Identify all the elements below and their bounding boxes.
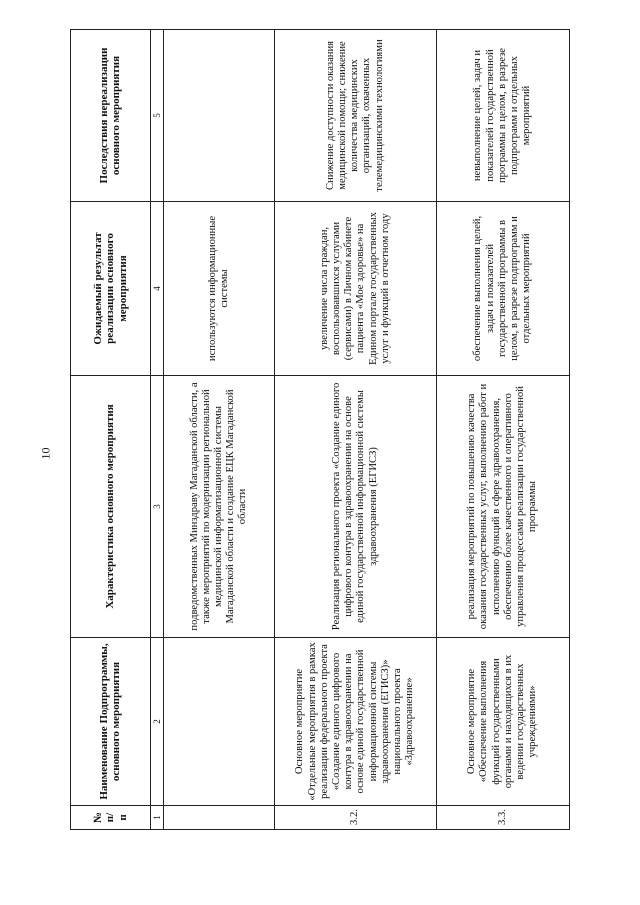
table-row xyxy=(164,30,275,830)
row-name: Основное мероприятие «Отдельные мероприятия в рамках реализации федерального проекта «Создание единого цифрового контура в здравоохранении на основе единой государственной информационной системы здравоохранения (ЕГИСЗ)» национального проекта «Здравоохранение» xyxy=(274,638,436,806)
column-number-row xyxy=(150,30,163,830)
row-characteristic: Реализация регионального проекта «Создание единого цифрового контура в здравоохранении на основе единой государственной информационной системы здравоохранения (ЕГИСЗ) xyxy=(274,376,436,638)
row-result: обеспечение выполнения целей, задач и показателей государственной программы в целом, в разрезе подпрограмм и отдельных мероприятий xyxy=(436,202,569,376)
row-number: 3.2. xyxy=(274,806,436,830)
header-name: Наименование Подпрограммы, основного мероприятия xyxy=(71,638,151,806)
rotated-table-container xyxy=(70,30,570,830)
row-name: Основное мероприятие «Обеспечение выполнения функций государственными органами и находящихся в их ведении государственных учреждениями» xyxy=(436,638,569,806)
row-characteristic: реализация мероприятий по повышению качества оказания государственных услуг, выполнению работ и исполнению функций в сфере здравоохранения, обеспечению более качественного и оперативного управления процессами реализации государственной программы xyxy=(436,376,569,638)
row-result: увеличение числа граждан, воспользовавшихся услугами (сервисами) в Личном кабинете пациента «Мое здоровье» на Едином портале государственных услуг и функций в отчетном году xyxy=(274,202,436,376)
row-number: 3.3. xyxy=(436,806,569,830)
header-consequence: Последствия нереализации основного мероприятия xyxy=(71,30,151,202)
table-row xyxy=(436,30,569,830)
column-number: 2 xyxy=(150,638,163,806)
table-row xyxy=(274,30,436,830)
row-consequence: невыполнение целей, задач и показателей государственной программы в целом, в разрезе подпрограмм и отдельных мероприятий xyxy=(436,30,569,202)
row-result: используются информационные системы xyxy=(164,202,275,376)
page-number: 10 xyxy=(38,447,53,460)
column-number: 5 xyxy=(150,30,163,202)
column-number: 1 xyxy=(150,806,163,830)
header-number: № п/п xyxy=(71,806,151,830)
row-characteristic: подведомственных Минздраву Магаданской области, а также мероприятий по модернизации региональной медицинской информатизационной системы Магаданской области и создание ЕЦК Магаданской области xyxy=(164,376,275,638)
measures-table xyxy=(70,29,570,830)
column-number: 4 xyxy=(150,202,163,376)
column-number: 3 xyxy=(150,376,163,638)
row-consequence xyxy=(164,30,275,202)
row-number xyxy=(164,806,275,830)
table-header-row xyxy=(71,30,151,830)
row-name xyxy=(164,638,275,806)
row-consequence: Снижение доступности оказания медицинской помощи; снижение количества медицинских организаций, охваченных телемедицинскими технологиями xyxy=(274,30,436,202)
header-result: Ожидаемый результат реализации основного мероприятия xyxy=(71,202,151,376)
header-characteristic: Характеристика основного мероприятия xyxy=(71,376,151,638)
